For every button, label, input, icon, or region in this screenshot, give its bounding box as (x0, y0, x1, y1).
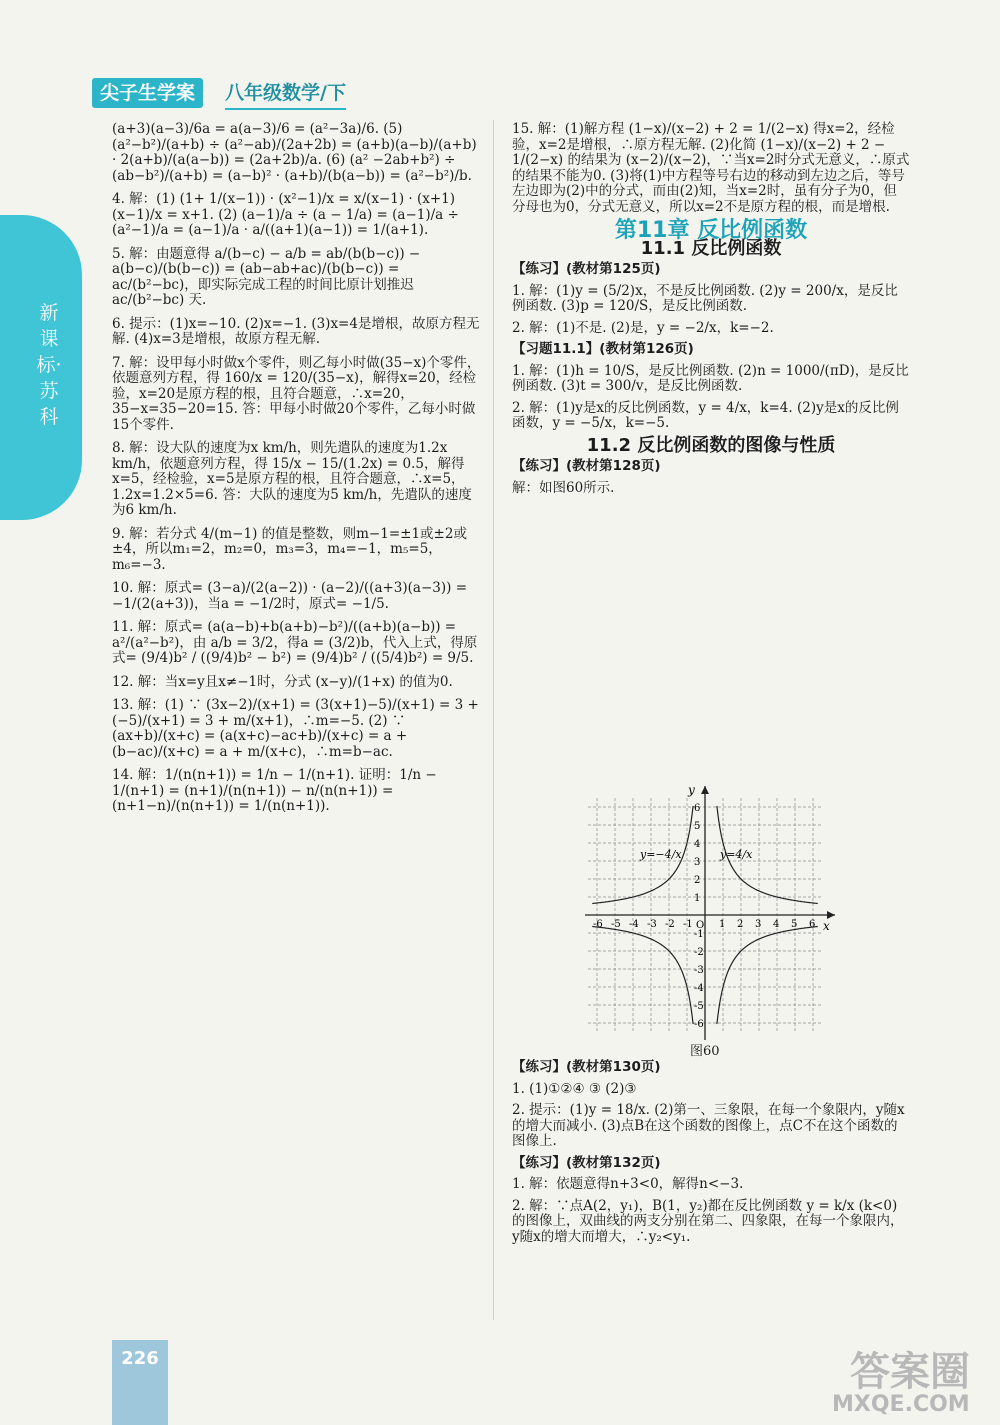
answer-block: 2. 提示：(1)y = 18/x. (2)第一、三象限，在每一个象限内，y随x的增大而减小. (3)点B在这个函数的图像上，点C不在这个函数的图像上. (512, 1102, 905, 1149)
exercise-tag: 【习题11.1】(教材第126页) (512, 341, 694, 357)
tick-label-x: 5 (791, 919, 798, 930)
tick-label-x: -1 (683, 919, 693, 930)
column-divider (493, 120, 494, 1320)
answer-block: 13. 解：(1) ∵ (3x−2)/(x+1) = (3(x+1)−5)/(x+1) = 3 + (−5)/(x+1) = 3 + m/(x+1)，∴m=−5. (2) ∵ (ax+b)/(x+c) = (a(x+c)−ac+b)/(x+c) = a + (b−ac)/(x+c) = a + m/(x+c)，∴m=b−ac. (112, 697, 479, 760)
answer-block: 4. 解：(1) (1+ 1/(x−1)) · (x²−1)/x = x/(x−1) · (x+1)(x−1)/x = x+1. (2) (a−1)/a ÷ (a − 1/a) = (a−1)/a ÷ (a²−1)/a = (a−1)/a · a/((a+1)(a−1)) = 1/(a+1). (112, 191, 459, 238)
tick-label-y: -5 (694, 1001, 704, 1012)
tick-label-y: -3 (694, 965, 704, 976)
answer-block: 9. 解：若分式 4/(m−1) 的值是整数，则m−1=±1或±2或±4，所以m₁=2，m₂=0，m₃=3，m₄=−1，m₅=5，m₆=−3. (112, 525, 467, 573)
tick-label-x: -2 (665, 919, 675, 930)
exercise-tag: 【练习】(教材第132页) (512, 1154, 661, 1171)
answer-block: 11. 解：原式= (a(a−b)+b(a+b)−b²)/((a+b)(a−b)) = a²/(a²−b²)，由 a/b = 3/2，得a = (3/2)b，代入上式，得原式= (9/4)b² / ((9/4)b² − b²) = (9/4)b² / ((5/4)b²) = 9/5. (112, 619, 478, 666)
tick-label-x: 2 (737, 919, 744, 930)
tick-label-y: -1 (694, 929, 704, 940)
x-axis-arrow (827, 911, 835, 919)
section-title: 11.2 反比例函数的图像与性质 (586, 434, 836, 456)
exercise-tag: 【练习】(教材第125页) (512, 261, 661, 277)
exercise-tag: 【练习】(教材第128页) (512, 458, 661, 474)
answer-block: 7. 解：设甲每小时做x个零件，则乙每小时做(35−x)个零件，依题意列方程，得 160/x = 120/(35−x)，解得x=20，经检验，x=20是原方程的根，且符合题意，∴x=20，35−x=35−20=15. 答：甲每小时做20个零件，乙每小时做15个零件. (112, 354, 481, 433)
answer-block: 解：如图60所示. (512, 479, 615, 496)
hyperbola-branch (717, 927, 818, 1025)
tick-label-y: 2 (694, 875, 701, 886)
function-label: y=−4/x (640, 848, 682, 861)
tick-label-x: 6 (809, 919, 816, 930)
answer-block: 10. 解：原式= (3−a)/(2(a−2)) · (a−2)/((a+3)(a−3)) = −1/(2(a+3))，当a = −1/2时，原式= −1/5. (112, 580, 468, 612)
answer-block: 8. 解：设大队的速度为x km/h，则先遣队的速度为1.2x km/h，依题意列方程，得 15/x − 15/(1.2x) = 0.5，解得x=5，经检验，x=5是原方程的根，且符合题意，∴x=5，1.2x=1.2×5=6. 答：大队的速度为5 km/h，先遣队的速度为6 km/h. (112, 440, 472, 518)
figure-caption: 图60 (690, 1044, 720, 1059)
tick-label-y: 3 (694, 857, 701, 868)
watermark-url: MXQE.COM (832, 1392, 970, 1417)
chapter-title: 第11章 反比例函数 (614, 218, 808, 243)
answer-block: 1. 解：(1)y = (5/2)x，不是反比例函数. (2)y = 200/x，是反比例函数. (3)p = 120/S，是反比例函数. (512, 282, 898, 314)
side-tab-text: 新课标·苏科 (36, 302, 62, 428)
answer-block: 6. 提示：(1)x=−10. (2)x=−1. (3)x=4是增根，故原方程无解. (4)x=3是增根，故原方程无解. (112, 315, 480, 347)
tick-label-y: 4 (694, 839, 701, 850)
answer-block: 2. 解：(1)y是x的反比例函数，y = 4/x，k=4. (2)y是x的反比例函数，y = −5/x，k=−5. (512, 399, 899, 431)
y-axis-label: y (688, 783, 695, 797)
origin-label: O (696, 920, 705, 931)
answer-block: 1. 解：(1)h = 10/S，是反比例函数. (2)n = 1000/(πD)，是反比例函数. (3)t = 300/v，是反比例函数. (512, 362, 909, 394)
tick-label-y: 1 (694, 893, 701, 904)
answer-block: 1. 解：依题意得n+3<0，解得n<−3. (512, 1176, 744, 1192)
tick-labels (593, 803, 815, 1030)
tick-label-y: 6 (694, 803, 701, 814)
tick-label-x: -6 (593, 919, 603, 930)
tick-label-x: 3 (755, 919, 762, 930)
tick-label-x: -3 (647, 919, 657, 930)
page-number: 226 (112, 1340, 168, 1425)
answer-block: 12. 解：当x=y且x≠−1时，分式 (x−y)/(1+x) 的值为0. (112, 673, 453, 690)
answer-block: 14. 解：1/(n(n+1)) = 1/n − 1/(n+1). 证明：1/n − 1/(n+1) = (n+1)/(n(n+1)) − n/(n(n+1)) = (n+1−n)/(n(n+1)) = 1/(n(n+1)). (112, 767, 437, 814)
left-column (112, 122, 484, 823)
tick-label-y: -4 (694, 983, 704, 994)
x-axis-label: x (823, 919, 830, 933)
tick-label-x: 1 (719, 919, 726, 930)
answer-block: 2. 解：∵点A(2，y₁)，B(1，y₂)都在反比例函数 y = k/x (k<0)的图像上，双曲线的两支分别在第二、四象限，在每一个象限内，y随x的增大而增大，∴y₂<y₁. (512, 1197, 904, 1245)
right-column-bottom (512, 1060, 910, 1251)
header-subtitle: 八年级数学/下 (225, 78, 346, 110)
hyperbola-branch (592, 927, 693, 1025)
answer-block: 1. (1)①②④ ③ (2)③ (512, 1080, 637, 1097)
tick-label-x: -4 (629, 919, 639, 930)
answer-block: 5. 解：由题意得 a/(b−c) − a/b = ab/(b(b−c)) − a(b−c)/(b(b−c)) = (ab−ab+ac)/(b(b−c)) = ac/(b²−bc)，即实际完成工程的时间比原计划推迟 ac/(b²−bc) 天. (112, 245, 421, 308)
exercise-tag: 【练习】(教材第130页) (512, 1059, 661, 1075)
answer-block: 2. 解：(1)不是. (2)是，y = −2/x，k=−2. (512, 319, 774, 336)
tick-label-x: -5 (611, 919, 621, 930)
watermark-logo: 答案圈 (850, 1349, 970, 1395)
right-column (512, 122, 910, 502)
answer-block: 15. 解：(1)解方程 (1−x)/(x−2) + 2 = 1/(2−x) 得x=2，经检验，x=2是增根，∴原方程无解. (2)化简 (1−x)/(x−2) + 2 − 1/(2−x) 的结果为 (x−2)/(x−2)，∵当x=2时分式无意义，∴原式的结果不能为0. (3)将(1)中方程等号右边的移动到左边之后，等号左边即为(2)中的分式，而由(2)知，当x=2时，虽有分子为0，但分母也为0，分式无意义，所以x=2不是原方程的根，而是增根. (512, 121, 910, 215)
tick-label-y: -2 (694, 947, 704, 958)
tick-label-y: -6 (694, 1019, 704, 1030)
function-label: y=4/x (720, 848, 753, 861)
section-title: 11.1 反比例函数 (640, 237, 782, 259)
hyperbola-graph (580, 780, 840, 1045)
header-brand: 尖子生学案 (92, 78, 203, 108)
y-axis-arrow (701, 786, 709, 794)
answer-block: (a+3)(a−3)/6a = a(a−3)/6 = (a²−3a)/6. (5) (a²−b²)/(a+b) ÷ (a²−ab)/(2a+2b) = (a+b)(a−b)/(a+b) · 2(a+b)/(a(a−b)) = (2a+2b)/a. (6) (a² −2ab+b²) ÷ (ab−b²)/(a+b) = (a−b)² · (a+b)/(b(a−b)) = (a²−b²)/b. (112, 121, 477, 184)
tick-label-x: 4 (773, 919, 780, 930)
tick-label-y: 5 (694, 821, 701, 832)
